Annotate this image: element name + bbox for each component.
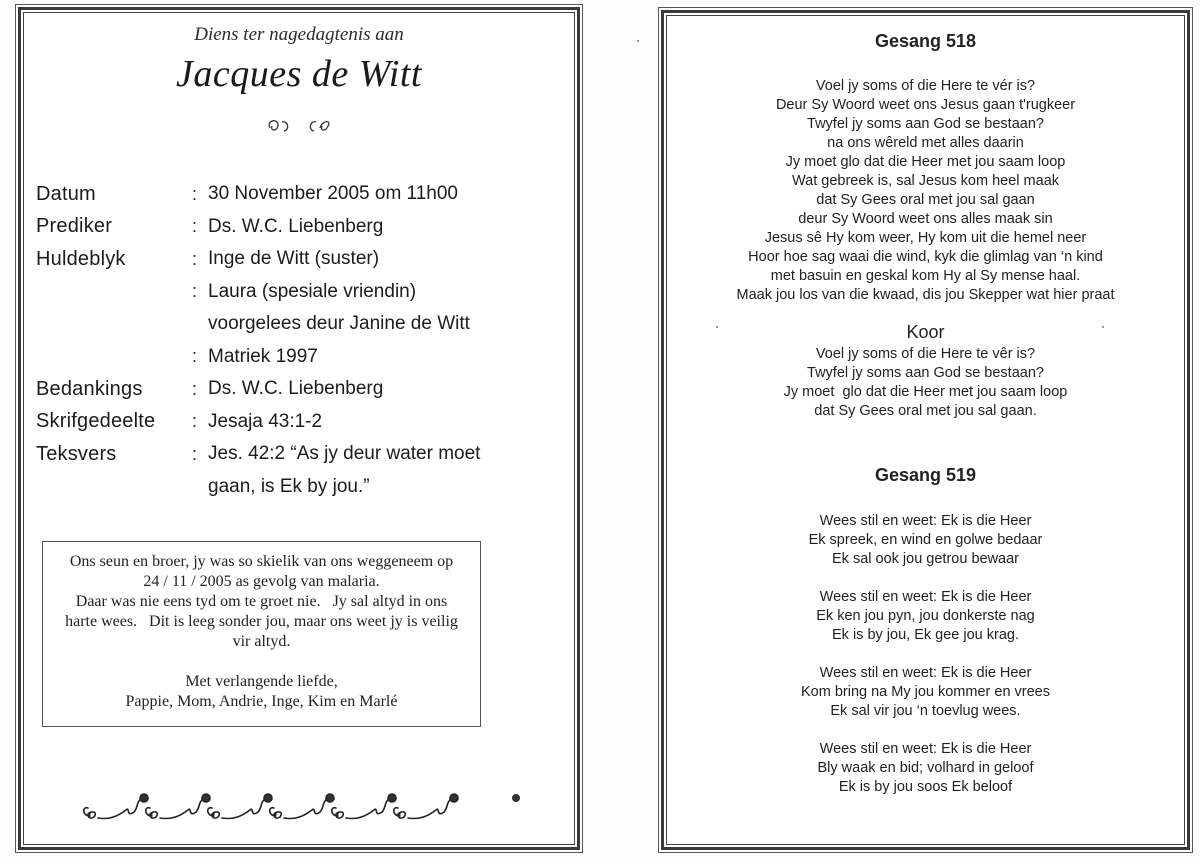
lyric-line: Twyfel jy soms aan God se bestaan? (807, 116, 1044, 132)
detail-row-datum (36, 178, 556, 211)
detail-row-huldeblyk-3 (36, 341, 556, 374)
lyric-line: dat Sy Gees oral met jou sal gaan (816, 192, 1035, 208)
hymn-519-lyrics (664, 512, 1187, 816)
detail-label: Prediker (36, 215, 113, 238)
chorus-title: Koor (906, 322, 945, 342)
detail-label: Datum (36, 182, 96, 205)
stanza (664, 588, 1187, 645)
message-line: harte wees. Dit is leeg sonder jou, maar ons weet jy is veilig (65, 613, 458, 630)
lyric-line: Kom bring na My jou kommer en vrees (800, 684, 1050, 700)
detail-value: Ds. W.C. Liebenberg (208, 378, 384, 400)
scroll-ornament-icon (264, 116, 334, 136)
detail-colon: : (192, 443, 198, 464)
detail-value: 30 November 2005 om 11h00 (208, 183, 458, 205)
detail-label: Teksvers (36, 442, 117, 465)
stanza (664, 740, 1187, 797)
detail-colon: : (192, 378, 198, 399)
lyric-line: Bly waak en bid; volhard in geloof (817, 760, 1034, 776)
service-subtitle: Diens ter nagedagtenis aan (194, 24, 404, 45)
detail-row-teksvers-cont (36, 471, 556, 504)
hymn-519-title: Gesang 519 (874, 465, 977, 485)
lyric-line: Maak jou los van die kwaad, dis jou Skepper wat hier praat (736, 287, 1115, 303)
lyric-line: Voel jy soms of die Here te vêr is? (815, 346, 1036, 362)
left-page-program (18, 7, 580, 850)
deceased-name-title: Jacques de Witt (176, 53, 422, 95)
detail-colon: : (192, 248, 198, 269)
flourish-border-icon (76, 790, 526, 826)
lyric-line: Wees stil en weet: Ek is die Heer (819, 513, 1032, 529)
lyric-line: Voel jy soms of die Here te vér is? (815, 78, 1036, 94)
detail-label: Bedankings (36, 377, 143, 400)
detail-value: gaan, is Ek by jou.” (208, 475, 370, 497)
lyric-line: Ek is by jou soos Ek beloof (838, 779, 1013, 795)
detail-row-prediker (36, 211, 556, 244)
detail-value: Ds. W.C. Liebenberg (208, 215, 384, 237)
lyric-line: Wat gebreek is, sal Jesus kom heel maak (791, 173, 1060, 189)
detail-row-bedankings (36, 373, 556, 406)
message-signatures: Pappie, Mom, Andrie, Inge, Kim en Marlé (125, 693, 398, 710)
lyric-line: deur Sy Woord weet ons alles maak sin (798, 211, 1053, 227)
detail-row-skrifgedeelte (36, 406, 556, 439)
stanza (664, 664, 1187, 721)
lyric-line: Jy moet glo dat die Heer met jou saam loop (785, 154, 1066, 170)
detail-value: voorgelees deur Janine de Witt (208, 313, 470, 335)
lyric-line: Ek sal vir jou ‘n toevlug wees. (830, 703, 1021, 719)
message-signoff: Met verlangende liefde, (185, 673, 338, 690)
message-line: Ons seun en broer, jy was so skielik van ons weggeneem op (69, 553, 454, 570)
ornament-icon (21, 116, 577, 141)
hymn-518-title: Gesang 518 (874, 31, 977, 51)
detail-value: Jes. 42:2 “As jy deur water moet (208, 443, 481, 465)
detail-colon: : (192, 411, 198, 432)
detail-value: Jesaja 43:1-2 (208, 410, 323, 432)
lyric-line: Deur Sy Woord weet ons Jesus gaan t'rugkeer (775, 97, 1076, 113)
lyric-line: Ek sal ook jou getrou bewaar (832, 551, 1019, 567)
lyric-line: Hoor hoe sag waai die wind, kyk die glimlag van ‘n kind (748, 249, 1103, 265)
chorus-lyrics (664, 345, 1187, 421)
detail-colon: : (192, 216, 198, 237)
service-details (36, 178, 556, 503)
lyric-line: Ek spreek, en wind en golwe bedaar (808, 532, 1043, 548)
detail-label: Huldeblyk (36, 247, 126, 270)
detail-colon: : (192, 183, 198, 204)
detail-value: Matriek 1997 (208, 345, 318, 367)
detail-label: Skrifgedeelte (36, 410, 156, 433)
message-line: 24 / 11 / 2005 as gevolg van malaria. (143, 573, 380, 590)
detail-colon: : (192, 281, 198, 302)
lyric-line: Jesus sê Hy kom weer, Hy kom uit die hemel neer (764, 230, 1087, 246)
lyric-line: Wees stil en weet: Ek is die Heer (819, 589, 1032, 605)
lyric-line: Wees stil en weet: Ek is die Heer (819, 741, 1032, 757)
detail-row-huldeblyk-2-cont (36, 308, 556, 341)
message-line: vir altyd. (232, 633, 291, 650)
detail-value: Inge de Witt (suster) (208, 248, 380, 270)
detail-value: Laura (spesiale vriendin) (208, 280, 417, 302)
lyric-line: Wees stil en weet: Ek is die Heer (819, 665, 1032, 681)
scan-speck (637, 40, 639, 42)
lyric-line: met basuin en geskal kom Hy al Sy mense haal. (770, 268, 1081, 284)
detail-colon: : (192, 346, 198, 367)
hymn-518-lyrics (664, 77, 1187, 305)
lyric-line: Twyfel jy soms aan God se bestaan? (807, 365, 1044, 381)
message-line: Daar was nie eens tyd om te groet nie. Jy sal altyd in ons (75, 593, 448, 610)
right-page-hymns (661, 10, 1190, 850)
detail-row-huldeblyk-2 (36, 276, 556, 309)
stanza (664, 512, 1187, 569)
lyric-line: Ek is by jou, Ek gee jou krag. (832, 627, 1019, 643)
lyric-line: Jy moet glo dat die Heer met jou saam loop (783, 384, 1068, 400)
lyric-line: na ons wêreld met alles daarin (827, 135, 1024, 151)
detail-row-huldeblyk (36, 243, 556, 276)
lyric-line: Ek ken jou pyn, jou donkerste nag (816, 608, 1035, 624)
lyric-line: dat Sy Gees oral met jou sal gaan. (814, 403, 1037, 419)
family-message-box (42, 541, 481, 727)
detail-row-teksvers (36, 438, 556, 471)
